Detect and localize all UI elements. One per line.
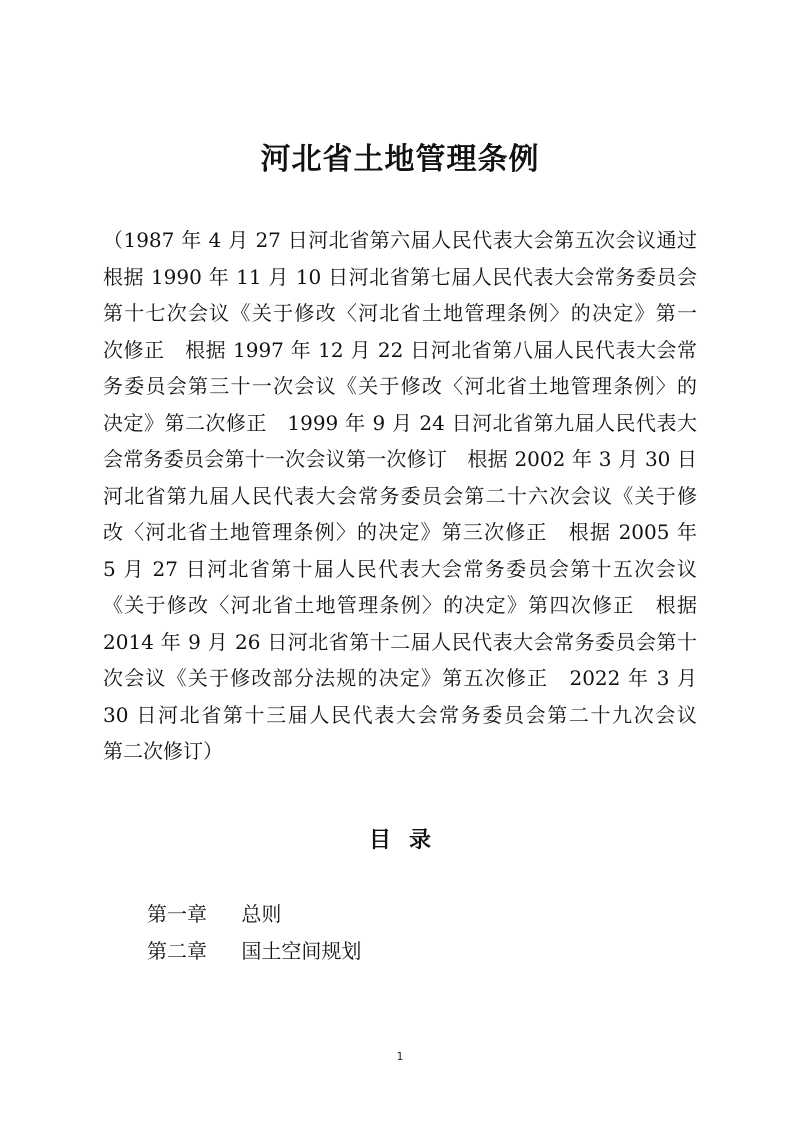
preamble-line: 《关于修改〈河北省土地管理条例〉的决定》第四次修正 根据 bbox=[103, 593, 697, 617]
preamble-line: 改〈河北省土地管理条例〉的决定》第三次修正 根据 2005 年 bbox=[103, 520, 697, 544]
toc-chapter-title: 总则 bbox=[241, 902, 282, 926]
preamble-line: 河北省第九届人民代表大会常务委员会第二十六次会议《关于修 bbox=[103, 483, 697, 508]
preamble-line: 5 月 27 日河北省第十届人民代表大会常务委员会第十五次会议 bbox=[103, 556, 697, 581]
preamble-line: 第十七次会议《关于修改〈河北省土地管理条例〉的决定》第一 bbox=[103, 301, 697, 325]
toc-chapter-number: 第二章 bbox=[147, 939, 207, 963]
preamble-line: 次修正 根据 1997 年 12 月 22 日河北省第八届人民代表大会常 bbox=[103, 337, 697, 362]
table-of-contents bbox=[147, 896, 361, 970]
preamble-line: （1987 年 4 月 27 日河北省第六届人民代表大会第五次会议通过 bbox=[103, 228, 697, 252]
preamble-line: 会常务委员会第十一次会议第一次修订 根据 2002 年 3 月 30 日 bbox=[103, 447, 697, 471]
toc-entry-chapter-1[interactable] bbox=[147, 896, 361, 933]
toc-chapter-number: 第一章 bbox=[147, 902, 207, 926]
preamble-line: 2014 年 9 月 26 日河北省第十二届人民代表大会常务委员会第十 bbox=[103, 629, 697, 654]
toc-chapter-title: 国土空间规划 bbox=[241, 939, 362, 963]
preamble-line: 次会议《关于修改部分法规的决定》第五次修正 2022 年 3 月 bbox=[103, 666, 697, 690]
document-title: 河北省土地管理条例 bbox=[260, 142, 540, 177]
toc-entry-chapter-2[interactable] bbox=[147, 933, 361, 970]
table-of-contents-heading: 目录 bbox=[368, 827, 449, 853]
preamble-line: 务委员会第三十一次会议《关于修改〈河北省土地管理条例〉的 bbox=[103, 374, 697, 398]
preamble-line: 根据 1990 年 11 月 10 日河北省第七届人民代表大会常务委员会 bbox=[103, 264, 697, 289]
page-number: 1 bbox=[396, 1050, 404, 1063]
preamble-line: 第二次修订） bbox=[103, 739, 223, 763]
enactment-history-preamble bbox=[103, 222, 697, 770]
preamble-line: 30 日河北省第十三届人民代表大会常务委员会第二十九次会议 bbox=[103, 702, 697, 727]
preamble-line: 决定》第二次修正 1999 年 9 月 24 日河北省第九届人民代表大 bbox=[103, 410, 697, 435]
